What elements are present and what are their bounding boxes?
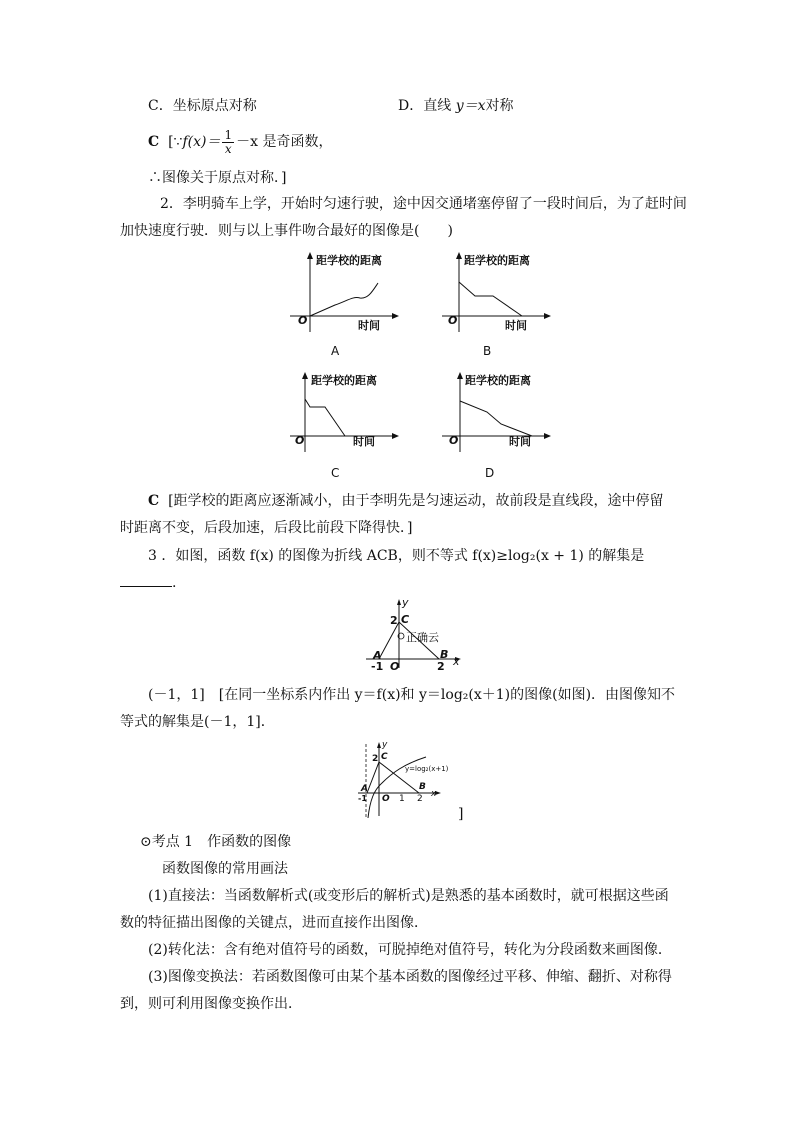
graph-c	[285, 370, 400, 455]
x-arrow-icon	[544, 313, 551, 319]
graph-line	[459, 282, 522, 316]
y-arrow-icon	[397, 599, 401, 605]
y-label: 距学校的距离	[316, 254, 382, 267]
q3-answer-line2: 等式的解集是(－1，1]．	[120, 714, 275, 730]
fraction: $\frac{1}{x}$	[224, 127, 233, 156]
y-arrow-icon	[307, 252, 313, 259]
method-1-line1: (1)直接法：当函数解析式(或变形后的解析式)是熟悉的基本函数时，就可根据这些函	[148, 888, 669, 904]
q2-answer-line1: C [距学校的距离应逐渐减小，由于李明先是匀速运动，故前段是直线段，途中停留	[148, 493, 664, 509]
tick-neg1: -1	[358, 794, 367, 803]
point-c-label: C	[401, 613, 410, 626]
y-arrow-icon	[456, 252, 462, 259]
y-arrow-icon	[302, 372, 308, 379]
origin-label: O	[298, 314, 308, 327]
graph-a-caption: A	[331, 344, 340, 358]
watermark-text: 正确云	[406, 631, 439, 644]
tick-2-x: 2	[417, 794, 423, 804]
tick-2: 2	[372, 754, 379, 764]
graph-b-caption: B	[483, 344, 492, 358]
method-1-line2: 数的特征描出图像的关键点，进而直接作出图像．	[120, 915, 428, 931]
q2-answer-line2: 时距离不变，后段加速，后段比前段下降得快．]	[120, 520, 413, 536]
origin-label: O	[449, 434, 459, 447]
q1-answer: C [∵f(x)＝ $\frac{1}{x}$ －x 是奇函数，	[148, 127, 333, 156]
q3-answer-line1: (－1，1] [在同一坐标系内作出 y＝f(x)和 y＝log₂(x＋1)的图像(如图)．由图像知不	[148, 687, 676, 703]
method-3-line2: 到，则可利用图像变换作出．	[120, 996, 302, 1012]
x-label: 时间	[358, 319, 380, 332]
y-label: 距学校的距离	[311, 374, 377, 387]
graph-d-caption: D	[485, 466, 495, 480]
curve-label: y=log₂(x+1)	[405, 765, 449, 773]
point-b-label: B	[440, 648, 449, 661]
method-3-line1: (3)图像变换法：若函数图像可由某个基本函数的图像经过平移、伸缩、翻折、对称得	[148, 969, 672, 985]
q2-stem-line1: 2．李明骑车上学，开始时匀速行驶，途中因交通堵塞停留了一段时间后，为了赶时间	[160, 196, 687, 212]
y-arrow-icon	[457, 372, 463, 379]
q3-stem-line1: 3 ．如图，函数 f(x) 的图像为折线 ACB，则不等式 f(x)≥log₂(x + 1) 的解集是	[148, 548, 645, 564]
point-c-label: C	[381, 752, 388, 762]
q1-answer-line2: ∴图像关于原点对称．]	[148, 170, 287, 186]
x-arrow-icon	[392, 313, 399, 319]
x-arrow-icon	[544, 433, 551, 439]
graph-c-caption: C	[331, 466, 340, 480]
method-2: (2)转化法：含有绝对值符号的函数，可脱掉绝对值符号，转化为分段函数来画图像．	[148, 942, 672, 958]
q3-stem-line2: .	[120, 573, 176, 593]
x-label: 时间	[505, 319, 527, 332]
q3-figure-2	[352, 740, 452, 820]
origin-label: O	[295, 434, 305, 447]
option-d: D．直线 y＝x对称	[398, 98, 514, 114]
tick-1: 1	[399, 794, 405, 804]
origin-label: O	[390, 660, 400, 673]
graph-line	[460, 401, 532, 436]
graph-b	[437, 250, 552, 335]
x-label: x	[431, 789, 437, 799]
option-c: C．坐标原点对称	[148, 98, 257, 114]
tick-neg1: -1	[371, 660, 384, 673]
y-label: 距学校的距离	[465, 374, 531, 387]
x-label: 时间	[509, 435, 531, 448]
q2-stem-line2: 加快速度行驶．则与以上事件吻合最好的图像是( )	[120, 223, 453, 239]
answer-blank	[120, 574, 172, 587]
graph-line	[305, 399, 345, 436]
point-a-label: A	[361, 784, 368, 794]
graph-a	[285, 250, 400, 335]
y-label: y	[382, 740, 388, 750]
point-a-label: A	[373, 649, 382, 662]
y-label: 距学校的距离	[464, 254, 530, 267]
q3-figure-1	[362, 596, 462, 671]
x-label: x	[453, 655, 460, 668]
origin-label: O	[382, 794, 390, 804]
y-label: y	[402, 596, 409, 609]
section-heading: ⊙考点 1 作函数的图像	[140, 834, 292, 850]
tick-2-x: 2	[437, 660, 445, 673]
section-subheading: 函数图像的常用画法	[162, 861, 288, 877]
close-bracket: ]	[458, 806, 464, 822]
y-arrow-icon	[377, 742, 381, 748]
x-label: 时间	[353, 435, 375, 448]
q3-figure-2-svg	[352, 740, 452, 820]
graph-curve	[310, 283, 378, 316]
x-arrow-icon	[392, 433, 399, 439]
origin-label: O	[448, 314, 458, 327]
graph-d	[437, 370, 552, 455]
point-b-label: B	[419, 782, 426, 792]
tick-2: 2	[390, 614, 398, 627]
